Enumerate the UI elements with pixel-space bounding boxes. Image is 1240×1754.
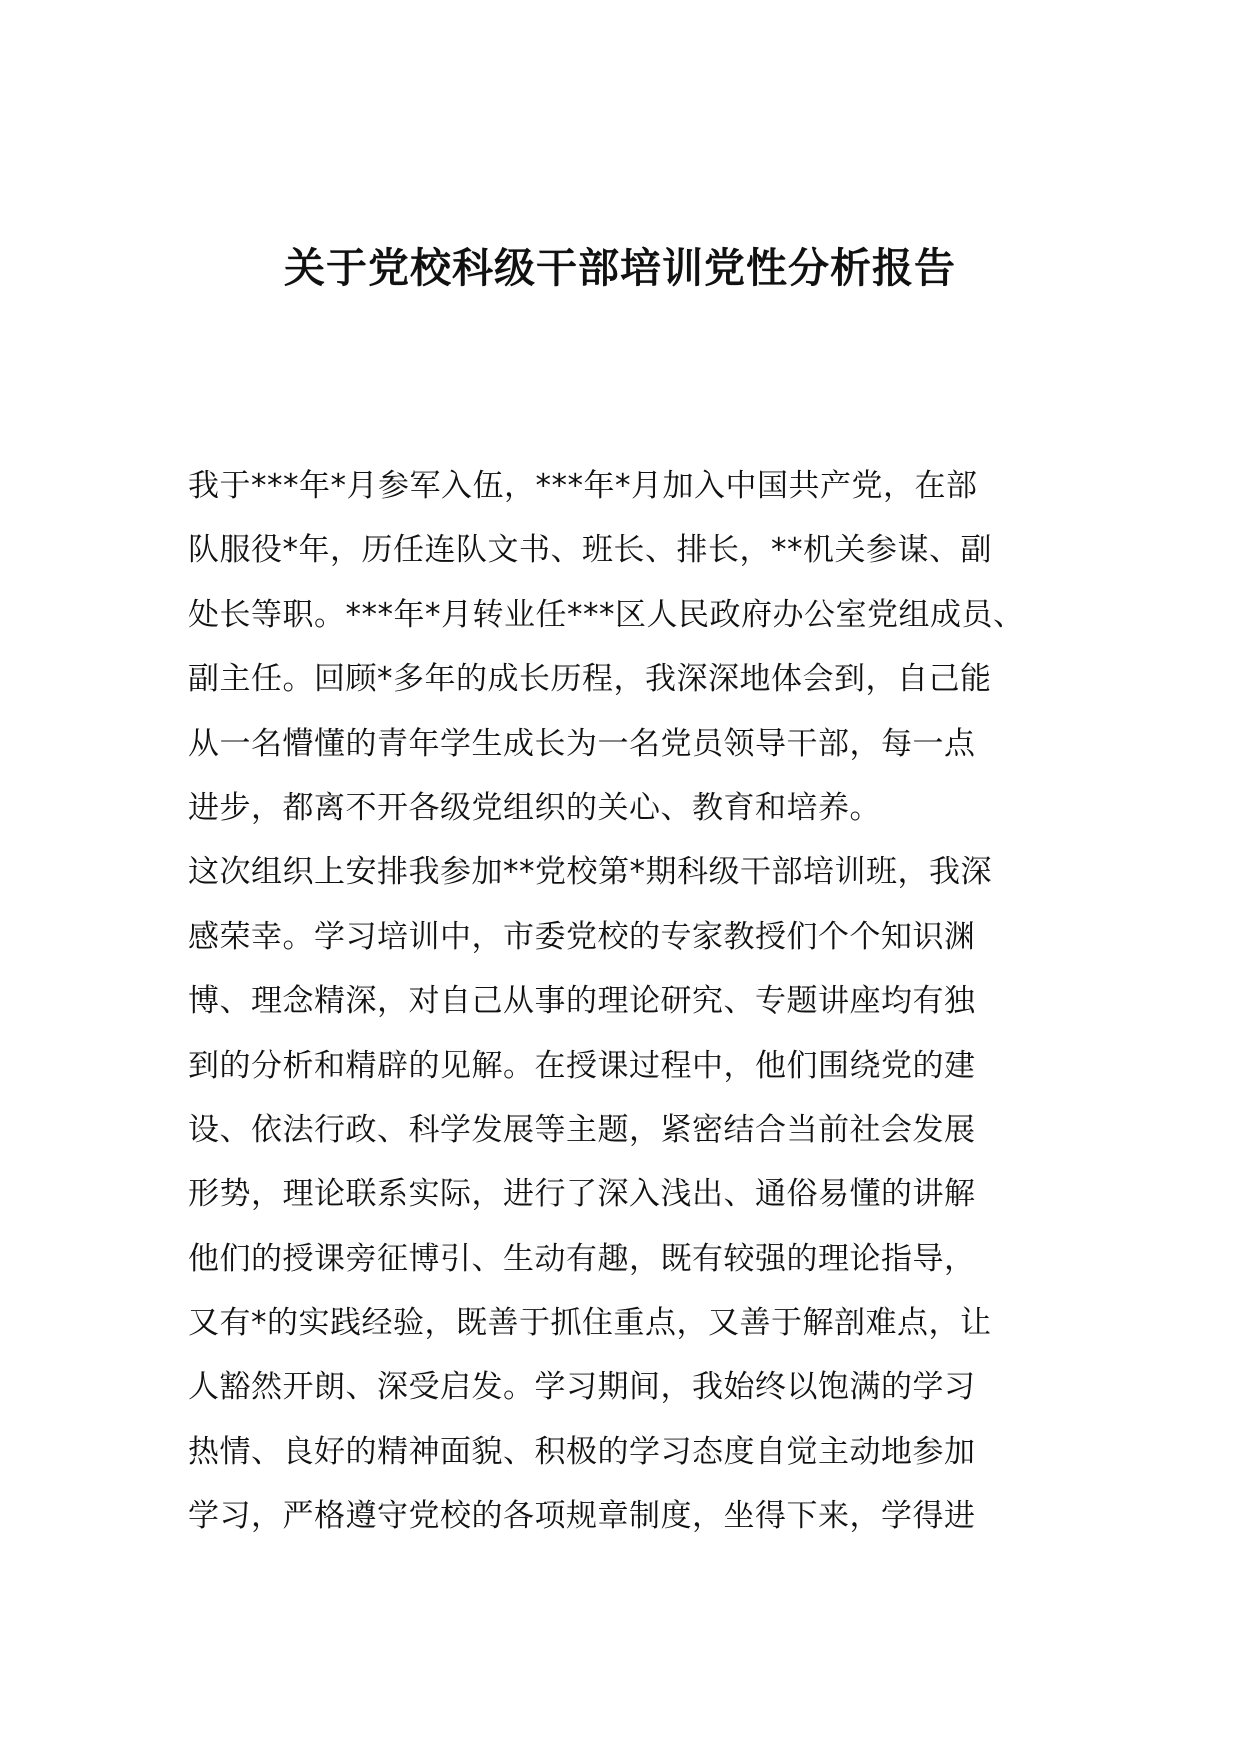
document-body [188, 454, 1068, 1549]
body-line: 进步，都离不开各级党组织的关心、教育和培养。 [188, 789, 881, 826]
body-line: 他们的授课旁征博引、生动有趣，既有较强的理论指导， [188, 1240, 976, 1277]
body-line: 队服役*年，历任连队文书、班长、排长，**机关参谋、副 [188, 532, 992, 569]
body-line: 形势，理论联系实际，进行了深入浅出、通俗易懂的讲解 [188, 1176, 976, 1213]
body-line: 这次组织上安排我参加**党校第*期科级干部培训班，我深 [188, 854, 992, 891]
document-title: 关于党校科级干部培训党性分析报告 [284, 244, 956, 292]
body-line: 副主任。回顾*多年的成长历程，我深深地体会到，自己能 [188, 661, 992, 698]
body-line: 从一名懵懂的青年学生成长为一名党员领导干部，每一点 [188, 725, 976, 762]
body-line: 处长等职。***年*月转业任***区人民政府办公室党组成员、 [188, 596, 1025, 633]
body-line: 学习，严格遵守党校的各项规章制度，坐得下来，学得进 [188, 1498, 976, 1535]
body-line: 感荣幸。学习培训中，市委党校的专家教授们个个知识渊 [188, 918, 976, 955]
body-line: 又有*的实践经验，既善于抓住重点，又善于解剖难点，让 [188, 1305, 992, 1342]
body-line: 设、依法行政、科学发展等主题，紧密结合当前社会发展 [188, 1111, 976, 1148]
body-line: 到的分析和精辟的见解。在授课过程中，他们围绕党的建 [188, 1047, 976, 1084]
body-line: 我于***年*月参军入伍，***年*月加入中国共产党，在部 [188, 468, 978, 504]
body-line: 热情、良好的精神面貌、积极的学习态度自觉主动地参加 [188, 1433, 976, 1470]
body-line: 博、理念精深，对自己从事的理论研究、专题讲座均有独 [188, 983, 976, 1020]
body-line: 人豁然开朗、深受启发。学习期间，我始终以饱满的学习 [188, 1369, 976, 1406]
